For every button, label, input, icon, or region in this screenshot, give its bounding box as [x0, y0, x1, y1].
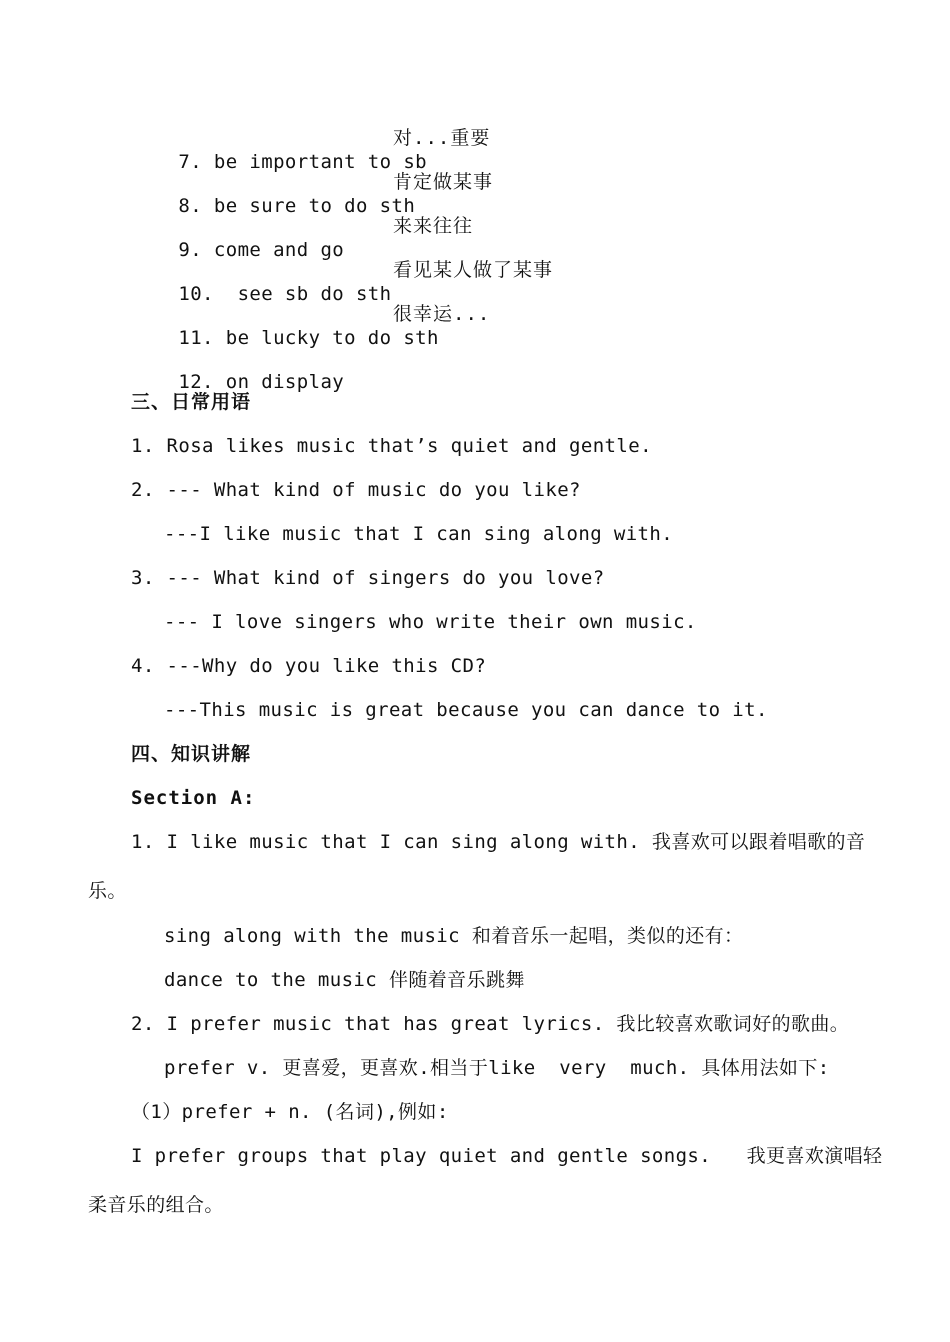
phrase-number: 12.: [178, 371, 214, 393]
phrase-english: come and go: [213, 239, 345, 261]
dialogue-line: 4. ---Why do you like this CD?: [131, 655, 487, 677]
phrase-chinese: 很幸运...: [393, 303, 491, 325]
section-subheading: Section A:: [131, 787, 256, 809]
dialogue-line: ---This music is great because you can dance to it.: [164, 699, 768, 721]
phrase-chinese: 肯定做某事: [393, 171, 494, 193]
dialogue-line: 1. Rosa likes music that’s quiet and gentle.: [131, 435, 652, 457]
dialogue-line: 3. --- What kind of singers do you love?: [131, 567, 605, 589]
dialogue-line: ---I like music that I can sing along with.: [164, 523, 674, 545]
dialogue-line: --- I love singers who write their own music.: [164, 611, 697, 633]
paragraph-line: sing along with the music 和着音乐一起唱，类似的还有：: [164, 925, 744, 947]
phrase-chinese: 看见某人做了某事: [393, 259, 554, 281]
section-heading: 三、日常用语: [131, 391, 252, 413]
phrase-number: 9.: [178, 239, 203, 261]
paragraph-line: 柔音乐的组合。: [88, 1194, 224, 1216]
phrase-number: 11.: [178, 327, 214, 349]
phrase-english: see sb do sth: [237, 283, 392, 305]
paragraph-line: dance to the music 伴随着音乐跳舞: [164, 969, 525, 991]
section-heading: 四、知识讲解: [131, 743, 252, 765]
phrase-chinese: 对...重要: [393, 127, 491, 149]
paragraph-line: I prefer groups that play quiet and gentle songs. 我更喜欢演唱轻: [131, 1145, 883, 1167]
phrase-chinese: 来来往往: [393, 215, 474, 237]
paragraph-line: 2. I prefer music that has great lyrics. 我比较喜欢歌词好的歌曲。: [131, 1013, 850, 1035]
phrase-english: on display: [225, 371, 345, 393]
dialogue-line: 2. --- What kind of music do you like?: [131, 479, 581, 501]
paragraph-line: prefer v. 更喜爱，更喜欢.相当于like very much. 具体用法如下:: [164, 1057, 830, 1079]
paragraph-line: 1. I like music that I can sing along with. 我喜欢可以跟着唱歌的音: [131, 831, 866, 853]
phrase-number: 7.: [178, 151, 203, 173]
phrase-english: be sure to do sth: [213, 195, 416, 217]
phrase-english: be lucky to do sth: [225, 327, 439, 349]
paragraph-line: 乐。: [88, 880, 127, 902]
phrase-english: be important to sb: [213, 151, 427, 173]
paragraph-line: （1）prefer + n. (名词),例如:: [131, 1101, 449, 1123]
phrase-number: 8.: [178, 195, 203, 217]
phrase-number: 10.: [178, 283, 214, 305]
